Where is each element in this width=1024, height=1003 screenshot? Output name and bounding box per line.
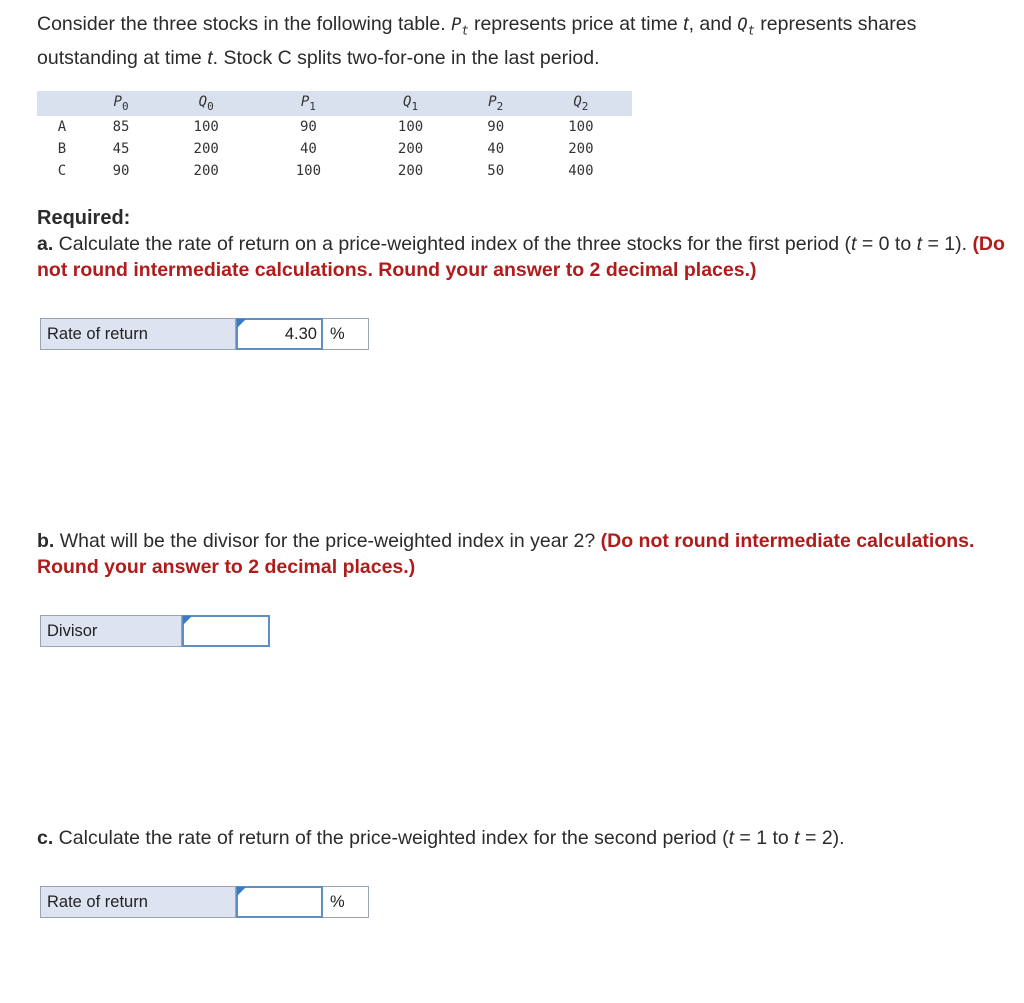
table-cell: 45 xyxy=(112,141,130,157)
problem-intro: Consider the three stocks in the following table. $P_t$ represents price at time t, and $Q_t$ represents shares outstanding at time t. Stock C splits two-for-one in the last period. xyxy=(37,13,917,70)
stock-label: C xyxy=(57,163,67,179)
header-q2: $Q_2$ xyxy=(573,94,589,113)
table-cell: 85 xyxy=(112,119,130,135)
rate-of-return-label: Rate of return xyxy=(40,886,236,918)
divisor-label: Divisor xyxy=(40,615,182,647)
table-cell: 50 xyxy=(487,163,505,179)
part-c-question: c. Calculate the rate of return of the price-weighted index for the second period (t = 1 to t = 2). xyxy=(37,827,845,849)
table-row xyxy=(37,138,632,160)
table-cell: 40 xyxy=(487,141,505,157)
stock-data-table xyxy=(37,91,632,182)
table-cell: 200 xyxy=(397,163,424,179)
divisor-input[interactable] xyxy=(182,615,270,647)
part-b-question: b. What will be the divisor for the price-weighted index in year 2? (Do not round intermediate calculations. Round your answer to 2 decimal places.) xyxy=(37,530,975,578)
shares-symbol: $Q_t$ xyxy=(737,15,755,38)
table-cell: 400 xyxy=(568,163,594,179)
table-cell: 200 xyxy=(397,141,424,157)
table-header-row xyxy=(37,91,632,116)
table-cell: 100 xyxy=(295,163,322,179)
part-c-rate-input[interactable] xyxy=(236,886,323,918)
table-cell: 100 xyxy=(568,119,594,135)
part-a-answer-row xyxy=(40,318,369,350)
required-heading: Required: xyxy=(37,207,131,229)
header-q0: $Q_0$ xyxy=(198,94,214,113)
header-q1: $Q_1$ xyxy=(403,94,419,113)
part-b-instruction: (Do not round intermediate calculations. Round your answer to 2 decimal places.) xyxy=(37,530,975,578)
header-p2: $P_2$ xyxy=(488,94,504,113)
table-row xyxy=(37,160,632,182)
table-cell: 100 xyxy=(193,119,219,135)
part-a-rate-input[interactable]: 4.30 xyxy=(236,318,323,350)
answer-flag-icon xyxy=(237,319,246,328)
stock-label: B xyxy=(57,141,67,157)
header-blank xyxy=(37,91,87,116)
answer-flag-icon xyxy=(183,616,192,625)
table-cell: 200 xyxy=(568,141,594,157)
table-cell: 200 xyxy=(193,163,219,179)
table-row xyxy=(37,116,632,138)
percent-unit: % xyxy=(323,886,369,918)
part-c-section xyxy=(37,825,1022,851)
header-p1: $P_1$ xyxy=(300,94,316,113)
table-cell: 40 xyxy=(299,141,317,157)
header-p0: $P_0$ xyxy=(113,94,129,113)
rate-of-return-label: Rate of return xyxy=(40,318,236,350)
price-symbol: $P_t$ xyxy=(451,15,469,38)
part-a-section xyxy=(37,205,1022,283)
part-a-question: a. Calculate the rate of return on a price-weighted index of the three stocks for the first period (t = 0 to t = 1). (Do not round intermediate calculations. Round your answer to 2 decimal places.) xyxy=(37,233,1005,281)
intro-text: Consider the three stocks in the following table. xyxy=(37,13,452,35)
stock-label: A xyxy=(57,119,67,135)
table-cell: 90 xyxy=(487,119,505,135)
table-cell: 90 xyxy=(112,163,130,179)
table-cell: 100 xyxy=(397,119,424,135)
table-cell: 90 xyxy=(299,119,317,135)
answer-flag-icon xyxy=(237,887,246,896)
percent-unit: % xyxy=(323,318,369,350)
part-b-answer-row xyxy=(40,615,270,647)
part-c-answer-row xyxy=(40,886,369,918)
part-a-instruction: (Do not round intermediate calculations. Round your answer to 2 decimal places.) xyxy=(37,233,1005,281)
part-b-section xyxy=(37,528,1022,580)
table-cell: 200 xyxy=(193,141,219,157)
